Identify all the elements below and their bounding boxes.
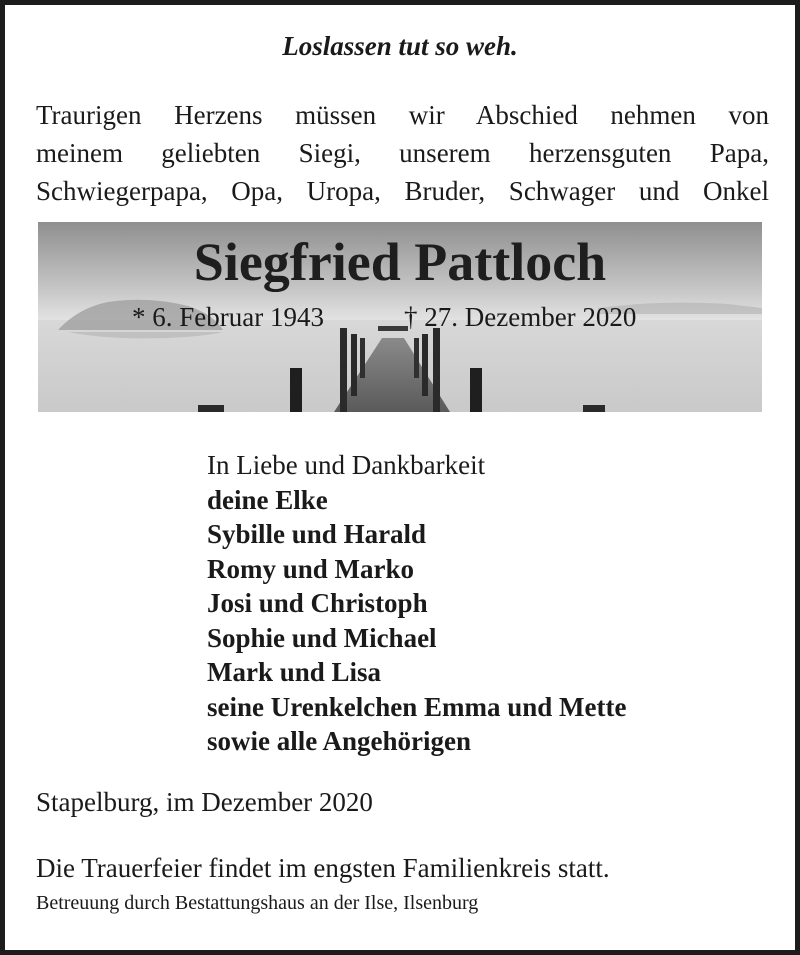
jetty-post	[360, 338, 365, 378]
deceased-name: Siegfried Pattloch	[193, 232, 607, 292]
family-member: Mark und Lisa	[207, 657, 382, 687]
family-signatures	[207, 448, 626, 759]
ceremony-note: Die Trauerfeier findet im engsten Familienkreis statt.	[36, 853, 610, 883]
family-member: Sophie und Michael	[207, 622, 437, 653]
jetty-post	[433, 328, 440, 412]
family-member: Sybille und Harald	[207, 519, 427, 549]
foreground-post	[583, 405, 605, 412]
intro-text	[36, 96, 769, 210]
intro-line: meinem geliebten Siegi, unserem herzensguten Papa,	[36, 138, 769, 168]
jetty-post	[351, 334, 357, 396]
intro-line: Schwiegerpapa, Opa, Uropa, Bruder, Schwager und Onkel	[36, 176, 769, 206]
family-member: Josi und Christoph	[207, 588, 428, 618]
funeral-home-note: Betreuung durch Bestattungshaus an der Ilse, Ilsenburg	[36, 892, 479, 914]
foreground-post	[470, 368, 482, 412]
family-member: deine Elke	[207, 484, 328, 515]
intro-line: Traurigen Herzens müssen wir Abschied nehmen von	[36, 100, 769, 130]
foreground-post	[290, 368, 302, 412]
family-member: Romy und Marko	[207, 553, 415, 584]
jetty-post	[340, 328, 347, 412]
birth-date: * 6. Februar 1943	[132, 302, 324, 332]
death-date: † 27. Dezember 2020	[404, 302, 637, 332]
jetty-post	[414, 338, 419, 378]
place-date: Stapelburg, im Dezember 2020	[36, 787, 373, 817]
motto-heading: Loslassen tut so weh.	[282, 31, 518, 61]
foreground-post	[198, 405, 224, 412]
family-member: seine Urenkelchen Emma und Mette	[207, 691, 627, 722]
jetty-post	[422, 334, 428, 396]
family-lead: In Liebe und Dankbarkeit	[207, 450, 486, 480]
family-member: sowie alle Angehörigen	[207, 726, 471, 756]
